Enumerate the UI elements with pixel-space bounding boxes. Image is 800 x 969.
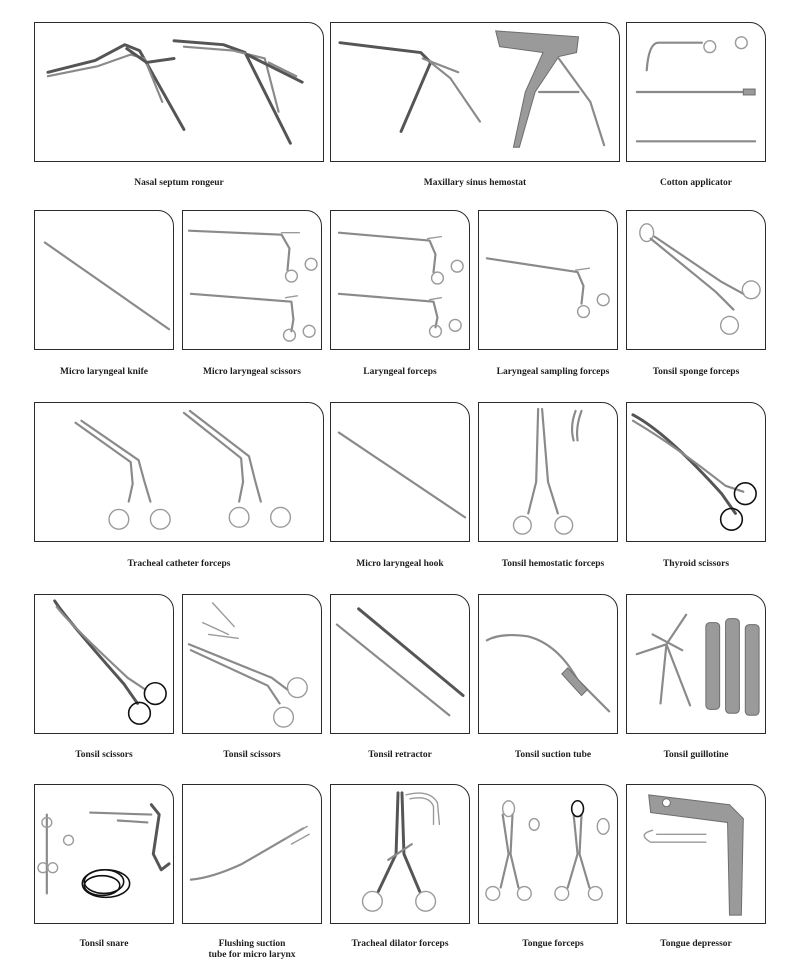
item-caption: Thyroid scissors: [662, 559, 730, 569]
forceps-icon: [479, 211, 617, 349]
item-caption: Nasal septum rongeur: [134, 178, 224, 188]
image-tonsil-guillotine: [626, 594, 766, 734]
hemostat-icon: [331, 23, 619, 161]
item-caption: Micro laryngeal knife: [60, 367, 148, 377]
image-tonsil-sponge-forceps: [626, 210, 766, 350]
forceps-icon: [35, 403, 323, 541]
image-laryngeal-sampling-forceps: [478, 210, 618, 350]
item-caption: Tonsil scissors: [223, 750, 281, 760]
item-caption: Tonsil sponge forceps: [652, 367, 740, 377]
image-flushing-suction-tube: [182, 784, 322, 924]
item-caption: Laryngeal forceps: [363, 367, 437, 377]
item-caption: Cotton applicator: [659, 178, 733, 188]
snare-icon: [35, 785, 173, 923]
item-caption: Micro laryngeal scissors: [203, 367, 301, 377]
image-tonsil-snare: [34, 784, 174, 924]
rongeur-icon: [35, 23, 323, 161]
hook-icon: [331, 403, 469, 541]
retractor-icon: [331, 595, 469, 733]
image-tonsil-scissors-2: [182, 594, 322, 734]
scissors-icon: [35, 595, 173, 733]
item-caption: Flushing suction: [218, 939, 286, 949]
item-caption: Laryngeal sampling forceps: [496, 367, 610, 377]
item-caption: Tonsil suction tube: [514, 750, 592, 760]
item-caption: Tonsil snare: [79, 939, 129, 949]
image-cotton-applicator: [626, 22, 766, 162]
image-tracheal-catheter-forceps: [34, 402, 324, 542]
scissors-icon: [183, 211, 321, 349]
item-caption-line2: tube for micro larynx: [208, 950, 296, 960]
image-tongue-forceps: [478, 784, 618, 924]
image-nasal-septum-rongeur: [34, 22, 324, 162]
image-tonsil-suction-tube: [478, 594, 618, 734]
item-caption: Tongue forceps: [522, 939, 584, 949]
forceps-icon: [627, 211, 765, 349]
image-micro-laryngeal-hook: [330, 402, 470, 542]
forceps-icon: [331, 211, 469, 349]
item-caption: Tongue depressor: [660, 939, 732, 949]
item-caption: Tracheal catheter forceps: [127, 559, 231, 569]
suction-tube-icon: [183, 785, 321, 923]
image-tongue-depressor: [626, 784, 766, 924]
image-laryngeal-forceps: [330, 210, 470, 350]
item-caption: Tonsil hemostatic forceps: [501, 559, 605, 569]
forceps-icon: [479, 785, 617, 923]
scissors-icon: [183, 595, 321, 733]
image-tonsil-hemostatic-forceps: [478, 402, 618, 542]
hemostat-icon: [479, 403, 617, 541]
dilator-icon: [331, 785, 469, 923]
item-caption: Tonsil scissors: [75, 750, 133, 760]
image-micro-laryngeal-knife: [34, 210, 174, 350]
image-tonsil-scissors-1: [34, 594, 174, 734]
scissors-icon: [627, 403, 765, 541]
image-tracheal-dilator-forceps: [330, 784, 470, 924]
depressor-icon: [627, 785, 765, 923]
suction-tube-icon: [479, 595, 617, 733]
item-caption: Maxillary sinus hemostat: [423, 178, 527, 188]
guillotine-icon: [627, 595, 765, 733]
item-caption: Micro laryngeal hook: [356, 559, 444, 569]
image-micro-laryngeal-scissors: [182, 210, 322, 350]
image-maxillary-sinus-hemostat: [330, 22, 620, 162]
image-tonsil-retractor: [330, 594, 470, 734]
applicator-icon: [627, 23, 765, 161]
knife-icon: [35, 211, 173, 349]
item-caption: Tonsil guillotine: [663, 750, 729, 760]
item-caption: Tonsil retractor: [368, 750, 432, 760]
item-caption: Tracheal dilator forceps: [351, 939, 449, 949]
image-thyroid-scissors: [626, 402, 766, 542]
